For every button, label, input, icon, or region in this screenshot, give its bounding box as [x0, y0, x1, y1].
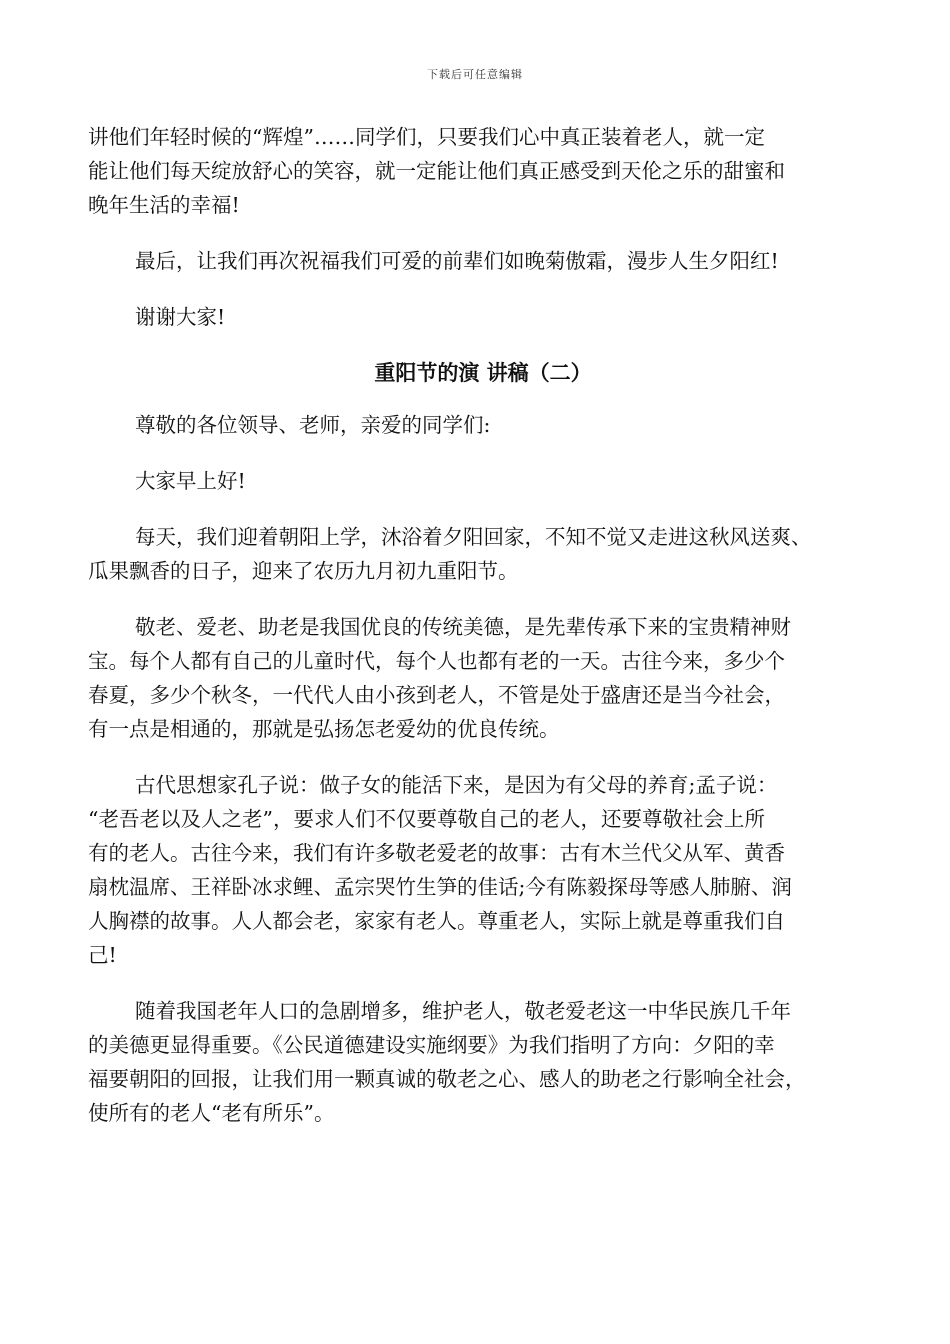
document-body	[88, 120, 878, 1152]
paragraph-greeting	[88, 464, 878, 498]
text-line: 人胸襟的故事。人人都会老，家家有老人。尊重老人，实际上就是尊重我们自	[88, 909, 785, 933]
text-line: 晚年生活的幸福!	[88, 193, 240, 217]
text-line: 每天，我们迎着朝阳上学，沐浴着夕阳回家，不知不觉又走进这秋风送爽、	[135, 525, 812, 549]
paragraph-salutation	[88, 408, 878, 442]
text-line: 尊敬的各位领导、老师，亲爱的同学们:	[135, 413, 491, 437]
text-line: 谢谢大家!	[135, 305, 226, 329]
text-line: “老吾老以及人之老”，要求人们不仅要尊敬自己的老人，还要尊敬社会上所	[88, 807, 765, 831]
text-line: 福要朝阳的回报，让我们用一颗真诚的敬老之心、感人的助老之行影响全社会，	[88, 1067, 806, 1091]
text-line: 有的老人。古往今来，我们有许多敬老爱老的故事：古有木兰代父从军、黄香	[88, 841, 785, 865]
text-line: 的美德更显得重要。《公民道德建设实施纲要》为我们指明了方向：夕阳的幸	[88, 1033, 775, 1057]
text-line: 扇枕温席、王祥卧冰求鲤、孟宗哭竹生笋的佳话;今有陈毅探母等感人肺腑、润	[88, 875, 792, 899]
text-line: 随着我国老年人口的急剧增多，维护老人，敬老爱老这一中华民族几千年	[135, 999, 791, 1023]
paragraph-thanks	[88, 300, 878, 334]
text-line: 讲他们年轻时候的“辉煌”……同学们，只要我们心中真正装着老人，就一定	[88, 125, 765, 149]
paragraph-continuation	[88, 120, 878, 222]
paragraph-confucius	[88, 768, 878, 972]
text-line: 使所有的老人“老有所乐”。	[88, 1101, 335, 1125]
paragraph-intro	[88, 520, 878, 588]
text-line: 瓜果飘香的日子，迎来了农历九月初九重阳节。	[88, 559, 519, 583]
text-line: 大家早上好!	[135, 469, 246, 493]
paragraph-tradition	[88, 610, 878, 746]
text-line: 有一点是相通的，那就是弘扬怎老爱幼的优良传统。	[88, 717, 560, 741]
text-line: 春夏，多少个秋冬，一代代人由小孩到老人，不管是处于盛唐还是当今社会，	[88, 683, 785, 707]
text-line: 敬老、爱老、助老是我国优良的传统美德，是先辈传承下来的宝贵精神财	[135, 615, 791, 639]
paragraph-conclusion	[88, 994, 878, 1130]
page-header: 下载后可任意编辑	[427, 68, 523, 81]
text-line: 宝。每个人都有自己的儿童时代，每个人也都有老的一天。古往今来，多少个	[88, 649, 785, 673]
section-title: 重阳节的演 讲稿（二）	[374, 360, 592, 385]
text-line: 古代思想家孔子说：做子女的能活下来，是因为有父母的养育;孟子说：	[135, 773, 778, 797]
paragraph-closing-wish	[88, 244, 878, 278]
text-line: 最后，让我们再次祝福我们可爱的前辈们如晚菊傲霜，漫步人生夕阳红!	[135, 249, 779, 273]
text-line: 己!	[88, 943, 117, 967]
text-line: 能让他们每天绽放舒心的笑容，就一定能让他们真正感受到天伦之乐的甜蜜和	[88, 159, 785, 183]
